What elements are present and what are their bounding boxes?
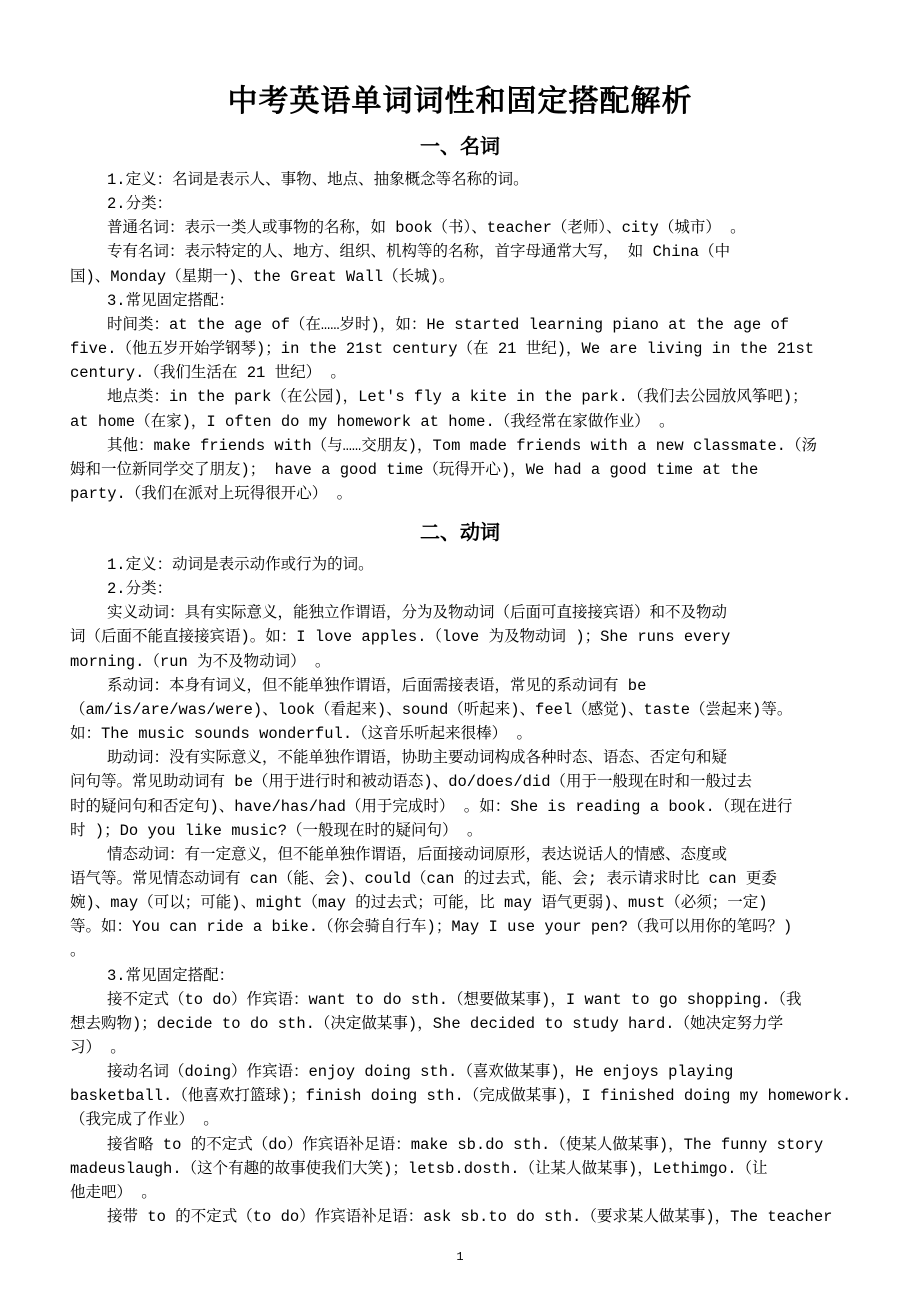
text-line: 习） 。 bbox=[70, 1039, 126, 1057]
text-line: 3.常见固定搭配： bbox=[107, 966, 235, 985]
text-line: 接不定式（to do）作宾语：want to do sth.（想要做某事)，I want to go shopping.（我 bbox=[107, 990, 802, 1009]
text-line: basketball.（他喜欢打篮球)；finish doing sth.（完成做某事)，I finished doing my homework. bbox=[70, 1087, 852, 1106]
text-line: 婉)、may（可以；可能)、might（may 的过去式；可能，比 may 语气更弱)、must（必须；一定) bbox=[70, 894, 768, 913]
text-line: （am/is/are/was/were)、look（看起来)、sound（听起来)、feel（感觉)、taste（尝起来)等。 bbox=[70, 700, 793, 719]
text-line: 普通名词：表示一类人或事物的名称，如 book（书）、teacher（老师）、city（城市） 。 bbox=[107, 219, 746, 238]
text-line: 国)、Monday（星期一)、the Great Wall（长城)。 bbox=[70, 267, 455, 286]
text-line: 。 bbox=[70, 942, 86, 961]
text-line: 姆和一位新同学交了朋友)； have a good time（玩得开心)，We had a good time at the bbox=[70, 460, 759, 479]
text-line: 接带 to 的不定式（to do）作宾语补足语：ask sb.to do sth.（要求某人做某事)，The teacher bbox=[107, 1208, 833, 1227]
text-line: 时间类：at the age of（在……岁时)，如：He started learning piano at the age of bbox=[107, 315, 790, 334]
page-number: 1 bbox=[456, 1250, 464, 1264]
text-line: five.（他五岁开始学钢琴)；in the 21st century（在 21 世纪)，We are living in the 21st bbox=[70, 340, 815, 359]
text-line: 1.定义：动词是表示动作或行为的词。 bbox=[107, 556, 374, 574]
text-line: 1.定义：名词是表示人、事物、地点、抽象概念等名称的词。 bbox=[107, 171, 529, 189]
text-line: 系动词：本身有词义，但不能单独作谓语，后面需接表语，常见的系动词有 be bbox=[107, 676, 647, 695]
text-line: 地点类：in the park（在公园)，Let's fly a kite in the park.（我们去公园放风筝吧)； bbox=[107, 388, 808, 407]
text-line: 接省略 to 的不定式（do）作宾语补足语：make sb.do sth.（使某人做某事)，The funny story bbox=[107, 1135, 824, 1154]
text-line: （我完成了作业） 。 bbox=[70, 1111, 219, 1130]
text-line: 接动名词（doing）作宾语：enjoy doing sth.（喜欢做某事)，He enjoys playing bbox=[107, 1063, 734, 1082]
text-line: 想去购物)；decide to do sth.（决定做某事)，She decided to study hard.（她决定努力学 bbox=[70, 1014, 784, 1033]
text-line: 问句等。常见助动词有 be（用于进行时和被动语态)、do/does/did（用于一般现在时和一般过去 bbox=[70, 773, 753, 792]
text-line: 词（后面不能直接接宾语)。如：I love apples.（love 为及物动词 )；She runs every bbox=[70, 628, 731, 647]
text-line: at home（在家)，I often do my homework at home.（我经常在家做作业） 。 bbox=[70, 412, 675, 431]
text-line: morning.（run 为不及物动词） 。 bbox=[70, 652, 331, 671]
text-line: party.（我们在派对上玩得很开心） 。 bbox=[70, 484, 353, 503]
text-line: 助动词：没有实际意义，不能单独作谓语，协助主要动词构成各种时态、语态、否定句和疑 bbox=[107, 749, 728, 768]
section-heading: 一、名词 bbox=[420, 134, 500, 158]
text-line: century.（我们生活在 21 世纪） 。 bbox=[70, 364, 346, 383]
text-line: 时的疑问句和否定句)、have/has/had（用于完成时） 。如：She is reading a book.（现在进行 bbox=[70, 797, 793, 816]
text-line: 3.常见固定搭配： bbox=[107, 291, 235, 310]
text-line: 专有名词：表示特定的人、地方、组织、机构等的名称，首字母通常大写， 如 China（中 bbox=[107, 243, 731, 262]
text-line: 情态动词：有一定意义，但不能单独作谓语，后面接动词原形，表达说话人的情感、态度或 bbox=[107, 845, 728, 864]
text-line: 实义动词：具有实际意义，能独立作谓语，分为及物动词（后面可直接接宾语）和不及物动 bbox=[107, 604, 728, 623]
text-line: 时 )；Do you like music?（一般现在时的疑问句） 。 bbox=[70, 821, 483, 840]
text-line: 其他：make friends with（与……交朋友)，Tom made friends with a new classmate.（汤 bbox=[107, 436, 817, 455]
section-heading: 二、动词 bbox=[420, 520, 500, 544]
text-line: 等。如：You can ride a bike.（你会骑自行车)；May I use your pen?（我可以用你的笔吗？) bbox=[70, 918, 793, 937]
text-line: 如：The music sounds wonderful.（这音乐听起来很棒） 。 bbox=[70, 725, 532, 744]
text-line: 语气等。常见情态动词有 can（能、会)、could（can 的过去式，能、会; 表示请求时比 can 更委 bbox=[70, 869, 777, 888]
text-line: 2.分类： bbox=[107, 195, 173, 214]
text-line: madeuslaugh.（这个有趣的故事使我们大笑)；letsb.dosth.（让某人做某事)，Lethimgo.（让 bbox=[70, 1159, 768, 1178]
text-line: 他走吧） 。 bbox=[70, 1183, 157, 1202]
document-title: 中考英语单词词性和固定搭配解析 bbox=[227, 84, 693, 119]
text-line: 2.分类： bbox=[107, 580, 173, 599]
